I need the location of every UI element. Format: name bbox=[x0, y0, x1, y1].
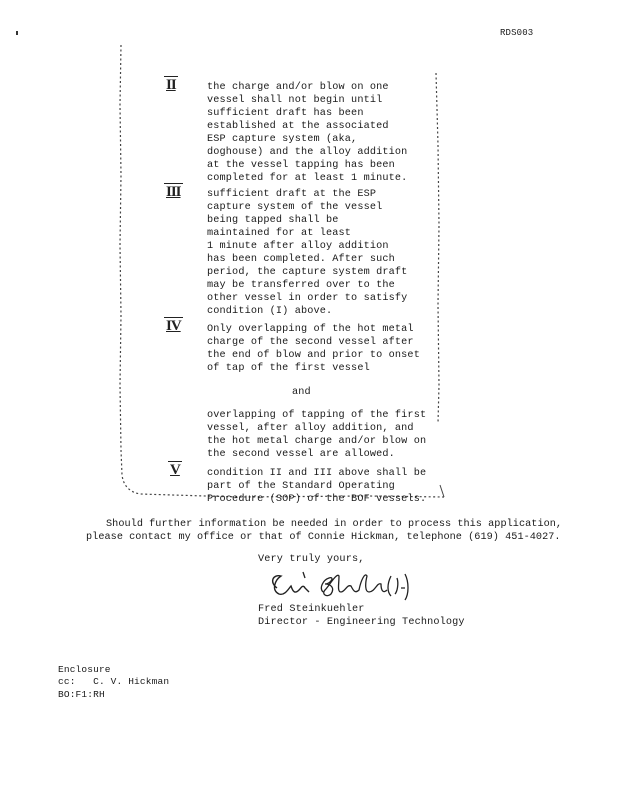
condition-line: established at the associated bbox=[207, 121, 389, 132]
cc-line: cc: C. V. Hickman bbox=[58, 676, 170, 687]
condition-line: other vessel in order to satisfy bbox=[207, 293, 408, 304]
condition-line: period, the capture system draft bbox=[207, 267, 408, 278]
condition-line: condition II and III above shall be bbox=[207, 468, 427, 479]
condition-line: ESP capture system (aka, bbox=[207, 134, 358, 145]
condition-numeral: II bbox=[166, 77, 176, 93]
signature bbox=[265, 566, 415, 606]
condition-line: sufficient draft at the ESP bbox=[207, 189, 377, 200]
condition-line: capture system of the vessel bbox=[207, 202, 383, 213]
condition-line: has been completed. After such bbox=[207, 254, 395, 265]
condition-line: vessel, after alloy addition, and bbox=[207, 423, 414, 434]
signer-name: Fred Steinkuehler bbox=[258, 604, 365, 615]
condition-line: 1 minute after alloy addition bbox=[207, 241, 389, 252]
corner-mark bbox=[16, 31, 18, 35]
condition-line: at the vessel tapping has been bbox=[207, 160, 395, 171]
condition-text bbox=[207, 409, 426, 461]
closing-paragraph bbox=[86, 518, 562, 544]
condition-numeral: V bbox=[170, 462, 180, 478]
condition-line: doghouse) and the alloy addition bbox=[207, 147, 408, 158]
condition-line: part of the Standard Operating bbox=[207, 481, 395, 492]
condition-line: Only overlapping of the hot metal bbox=[207, 324, 414, 335]
condition-line: the second vessel are allowed. bbox=[207, 449, 395, 460]
condition-line: being tapped shall be bbox=[207, 215, 339, 226]
condition-text bbox=[207, 81, 407, 185]
condition-text bbox=[207, 188, 407, 318]
condition-line: maintained for at least bbox=[207, 228, 352, 239]
condition-numeral: IV bbox=[166, 318, 181, 334]
signer-title: Director - Engineering Technology bbox=[258, 617, 465, 628]
paragraph-line: please contact my office or that of Connie Hickman, telephone (619) 451-4027. bbox=[86, 532, 561, 543]
condition-line: may be transferred over to the bbox=[207, 280, 395, 291]
condition-line: the end of blow and prior to onset bbox=[207, 350, 420, 361]
condition-line: of tap of the first vessel bbox=[207, 363, 370, 374]
enclosure-note: Enclosure bbox=[58, 664, 111, 675]
condition-line: the charge and/or blow on one bbox=[207, 82, 389, 93]
condition-line: condition (I) above. bbox=[207, 306, 333, 317]
salutation: Very truly yours, bbox=[258, 554, 365, 565]
condition-line: completed for at least 1 minute. bbox=[207, 173, 408, 184]
reference-initials: BO:F1:RH bbox=[58, 689, 105, 700]
condition-line: Procedure (SOP) of the BOF vessels. bbox=[207, 494, 427, 505]
condition-line: vessel shall not begin until bbox=[207, 95, 383, 106]
condition-text bbox=[207, 323, 420, 375]
conjunction: and bbox=[292, 387, 311, 398]
condition-numeral: III bbox=[166, 184, 181, 200]
condition-text bbox=[207, 467, 426, 506]
condition-line: charge of the second vessel after bbox=[207, 337, 414, 348]
condition-line: overlapping of tapping of the first bbox=[207, 410, 427, 421]
paragraph-line: Should further information be needed in order to process this application, bbox=[106, 519, 563, 530]
page-id: RDS003 bbox=[500, 28, 534, 38]
condition-line: sufficient draft has been bbox=[207, 108, 364, 119]
condition-line: the hot metal charge and/or blow on bbox=[207, 436, 427, 447]
